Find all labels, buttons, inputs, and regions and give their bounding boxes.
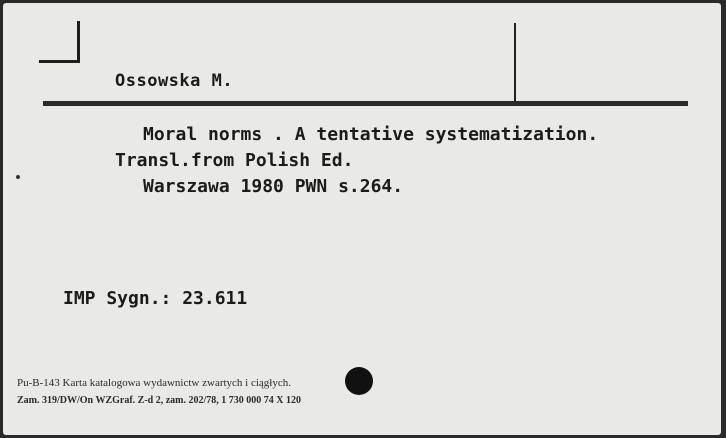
footer-line-2: Zam. 319/DW/On WZGraf. Z-d 2, zam. 202/78, 1 730 000 74 X 120 xyxy=(17,395,301,406)
call-number: IMP Sygn.: 23.611 xyxy=(63,288,248,309)
publication-line: Warszawa 1980 PWN s.264. xyxy=(143,176,404,197)
header-rule xyxy=(43,101,688,106)
corner-mark-vertical xyxy=(77,21,80,63)
catalog-card xyxy=(3,3,721,435)
corner-mark-horizontal xyxy=(39,60,80,63)
author-name: Ossowska M. xyxy=(115,71,234,91)
speck xyxy=(16,175,20,179)
punch-hole xyxy=(345,367,373,395)
translation-line: Transl.from Polish Ed. xyxy=(115,150,354,171)
title-line: Moral norms . A tentative systematization. xyxy=(143,124,599,145)
header-divider xyxy=(514,23,516,103)
footer-line-1: Pu-B-143 Karta katalogowa wydawnictw zwartych i ciągłych. xyxy=(17,377,291,389)
